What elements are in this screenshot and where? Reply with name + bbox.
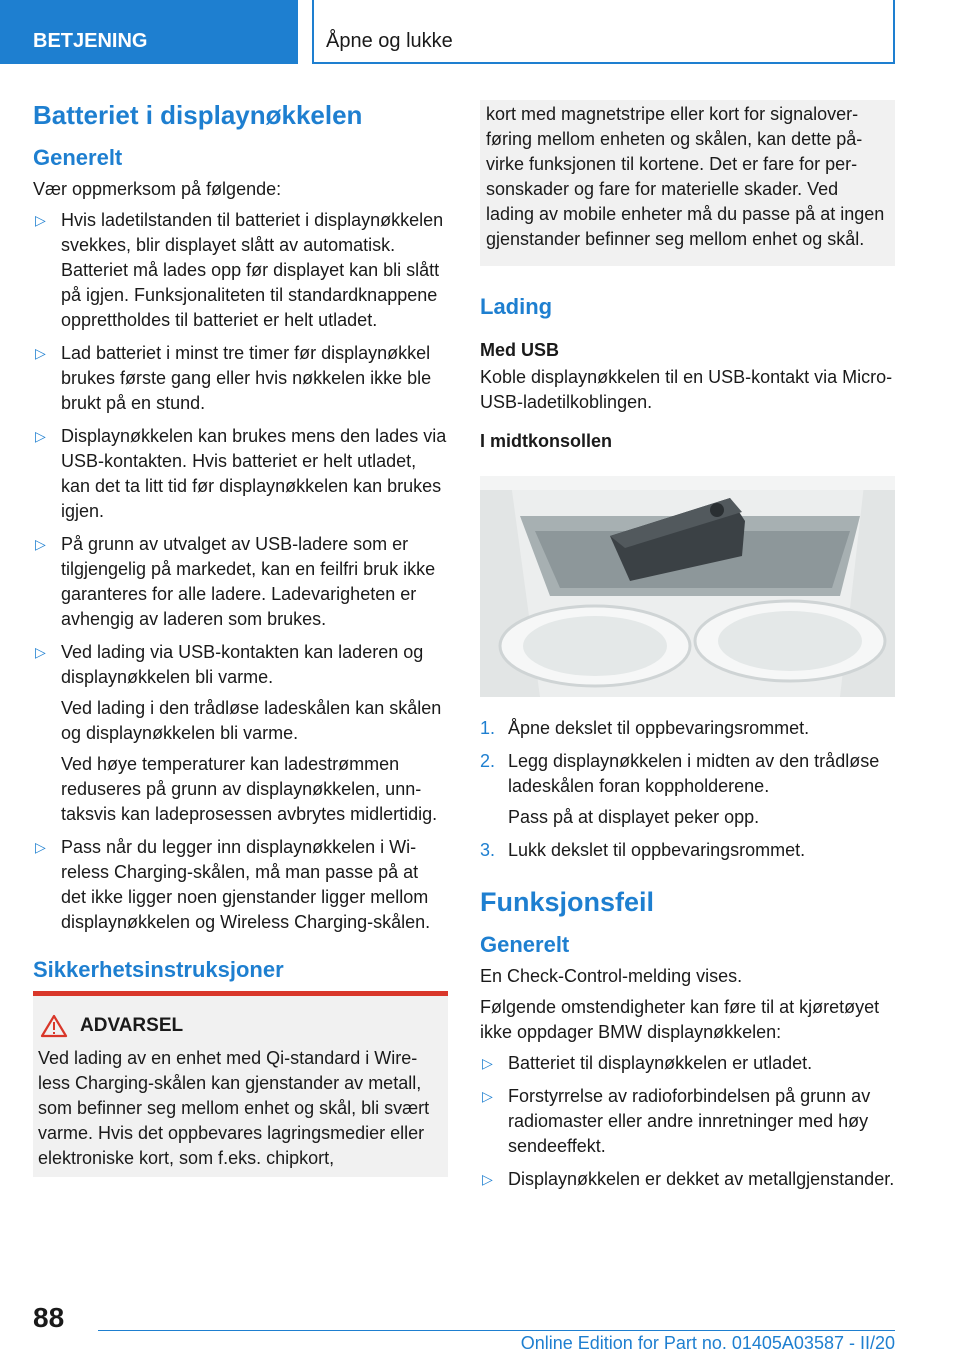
triangle-bullet-icon: ▷ bbox=[35, 428, 46, 444]
warning-triangle-icon bbox=[40, 1014, 68, 1038]
heading-charging: Lading bbox=[480, 294, 553, 319]
warning-title bbox=[38, 1014, 438, 1038]
footer-edition: Online Edition for Part no. 01405A03587 - II/20 bbox=[520, 1333, 895, 1353]
list-item: 1. Åpne dekslet til oppbevaringsrommet. bbox=[480, 718, 810, 738]
heading-general-fault: Generelt bbox=[480, 932, 570, 957]
fault-text-2: Følgende omstendigheter kan føre til at kjøretøyet ikke oppdager BMW displaynøkkelen: bbox=[480, 997, 880, 1042]
list-subtext: Ved høye temperaturer kan ladestrømmen reduseres på grunn av displaynøkkelen, unntaksvis kan ladeprosessen avbrytes midlertidig. bbox=[61, 754, 438, 824]
list-item: ▷ Lad batteriet i minst tre timer før displaynøkkel brukes første gang eller hvis nøkkelen ikke ble brukt på en stund. bbox=[35, 343, 432, 413]
list-item: ▷ Batteriet til displaynøkkelen er utladet. bbox=[480, 1051, 895, 1076]
triangle-bullet-icon: ▷ bbox=[35, 536, 46, 552]
list-item: 2. Legg displaynøkkelen i midten av den trådløse ladeskålen foran koppholderene. Pass på at displayet peker opp. bbox=[480, 749, 895, 830]
battery-notes-list bbox=[33, 208, 448, 935]
triangle-bullet-icon: ▷ bbox=[482, 1055, 493, 1071]
warning-box-continued bbox=[480, 100, 895, 266]
right-column bbox=[480, 100, 895, 1200]
section-title-fault: Funksjonsfeil bbox=[480, 887, 655, 917]
warning-text: Ved lading av en enhet med Qi-standard i Wireless Charging-skålen kan gjenstander av metall, som befinner seg mellom enhet og skål, bli svært varme. Hvis det oppbevares lagringsmedier eller elektroniske kort, som f.eks. chipkort, bbox=[38, 1048, 430, 1168]
left-column bbox=[33, 100, 448, 1177]
steps-list bbox=[480, 716, 895, 863]
warning-label: ADVARSEL bbox=[80, 1015, 184, 1036]
chapter-label: Åpne og lukke bbox=[312, 0, 895, 64]
list-item: ▷ Ved lading via USB-kontakten kan laderen og displaynøkkelen bli varme. Ved lading i den trådløse ladeskålen kan skålen og displaynøkkelen bli varme. Ved høye temperaturer kan ladestrømmen reduseres på grunn av displaynøkkelen, unntaksvis kan ladeprosessen avbrytes midlertidig. bbox=[33, 640, 448, 827]
intro-text: Vær oppmerksom på følgende: bbox=[33, 179, 282, 199]
triangle-bullet-icon: ▷ bbox=[482, 1171, 493, 1187]
section-title-battery: Batteriet i displaynøkkelen bbox=[33, 100, 363, 130]
fault-list bbox=[480, 1051, 895, 1192]
list-item: 3. Lukk dekslet til oppbevaringsrommet. bbox=[480, 840, 806, 860]
list-subtext: Pass på at displayet peker opp. bbox=[508, 807, 760, 827]
list-subtext: Ved lading i den trådløse ladeskålen kan skålen og displaynøkkelen bli varme. bbox=[61, 698, 442, 743]
usb-text: Koble displaynøkkelen til en USB-kontakt via Micro-USB-ladetilkoblingen. bbox=[480, 367, 893, 412]
page-number: 88 bbox=[33, 1302, 65, 1333]
list-item: ▷ Displaynøkkelen kan brukes mens den lades via USB-kontakten. Hvis batteriet er helt utladet, kan det ta litt tid før displaynøkkelen kan brukes igjen. bbox=[35, 426, 447, 521]
list-item: ▷ Forstyrrelse av radioforbindelsen på grunn av radiomaster eller andre innretninger med høy sendeeffekt. bbox=[482, 1086, 871, 1156]
triangle-bullet-icon: ▷ bbox=[35, 839, 46, 855]
page-header bbox=[0, 0, 960, 66]
list-item: ▷ På grunn av utvalget av USB-ladere som er tilgjengelig på markedet, kan en feilfri bruk ikke garanteres for alle ladere. Ladevarigheten er avhengig av laderen som brukes. bbox=[35, 534, 436, 629]
list-item: ▷ Pass når du legger inn displaynøkkelen i Wireless Charging-skålen, må man passe på at det ikke ligger noen gjenstander ligger mellom displaynøkkelen og Wireless Charging-skålen. bbox=[35, 837, 431, 932]
heading-center-console: I midtkonsollen bbox=[480, 431, 613, 451]
heading-general: Generelt bbox=[33, 145, 123, 170]
warning-box bbox=[33, 991, 448, 1177]
fault-text-1: En Check-Control-melding vises. bbox=[480, 966, 743, 986]
list-item: ▷ Hvis ladetilstanden til batteriet i displaynøkkelen svekkes, blir displayet slått av automatisk. Batteriet må lades opp før displayet kan bli slått på igjen. Funksjonaliteten til standardknappene opprettholdes til batteriet er helt utladet. bbox=[35, 210, 444, 330]
triangle-bullet-icon: ▷ bbox=[482, 1088, 493, 1104]
list-item: ▷ Displaynøkkelen er dekket av metallgjenstander. bbox=[480, 1167, 895, 1192]
footer-divider bbox=[98, 1330, 895, 1331]
triangle-bullet-icon: ▷ bbox=[35, 345, 46, 361]
triangle-bullet-icon: ▷ bbox=[35, 644, 46, 660]
warning-text-continued: kort med magnetstripe eller kort for signaloverføring mellom enheten og skålen, kan dette påvirke funksjonen til kortene. Det er fare for personskader og fare for materielle skader. Ved lading av mobile enheter må du passe på at ingen gjenstander befinner seg mellom enhet og skål. bbox=[486, 104, 885, 249]
heading-usb: Med USB bbox=[480, 340, 560, 360]
section-label: BETJENING bbox=[0, 0, 298, 64]
center-console-photo bbox=[480, 476, 895, 697]
heading-safety: Sikkerhetsinstruksjoner bbox=[33, 957, 284, 982]
triangle-bullet-icon: ▷ bbox=[35, 212, 46, 228]
